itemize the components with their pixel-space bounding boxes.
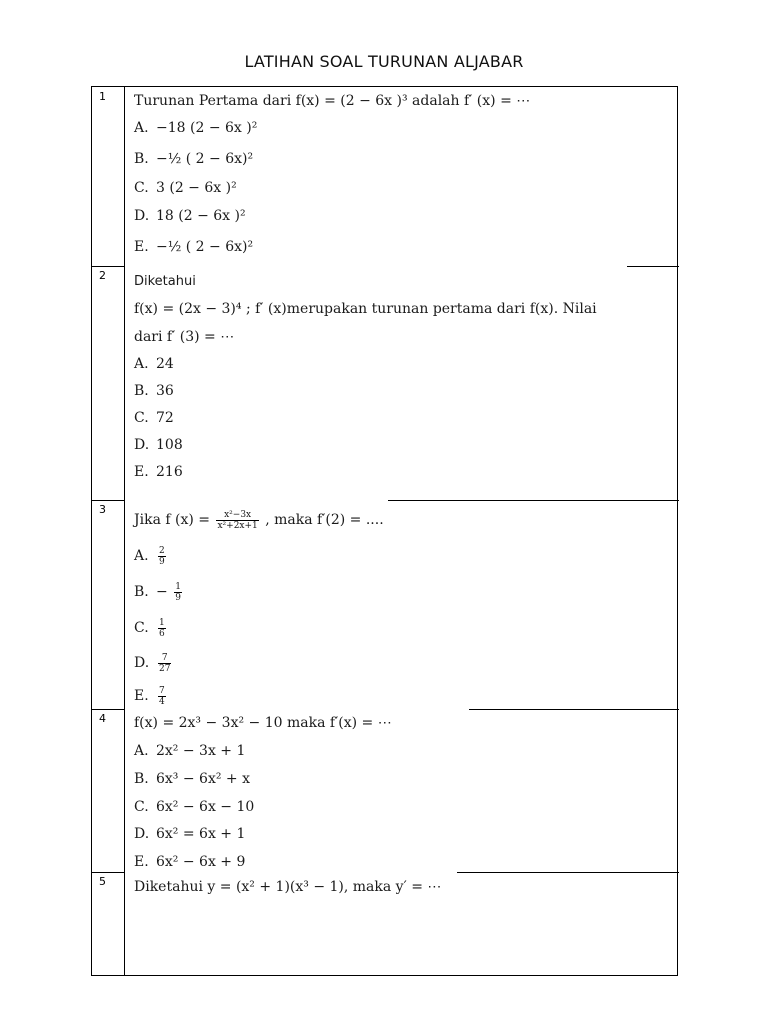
- option-b: B. −½ ( 2 − 6x)²: [134, 151, 254, 167]
- question-stem: f(x) = 2x³ − 3x² − 10 maka f′(x) = ⋯: [134, 715, 392, 731]
- question-stem-line: Diketahui: [134, 274, 196, 289]
- option-d: D. $\frac{7}{27}$: [134, 652, 171, 674]
- option-a: A. 2x² − 3x + 1: [134, 743, 246, 759]
- question-number: 4: [99, 712, 106, 725]
- question-row-5: [92, 872, 677, 977]
- question-stem: Diketahui y = (x² + 1)(x³ − 1), maka y′ = ⋯: [134, 879, 442, 895]
- stem-fraction: $\frac{\text{x²−3x}}{\text{x²+2x+1}}$: [217, 509, 258, 531]
- option-c: C. $\frac{1}{6}$: [134, 617, 165, 639]
- question-number: 3: [99, 503, 106, 516]
- option-d: D. 108: [134, 437, 183, 453]
- question-stem-line: f(x) = (2x − 3)⁴ ; f′ (x)merupakan turunan pertama dari f(x). Nilai: [134, 301, 597, 317]
- option-b: B. 36: [134, 383, 174, 399]
- option-b: B. 6x³ − 6x² + x: [134, 771, 250, 787]
- option-c: C. 6x² − 6x − 10: [134, 799, 255, 815]
- question-stem-line: dari f′ (3) = ⋯: [134, 329, 235, 345]
- option-c: C. 72: [134, 410, 174, 426]
- question-stem: Jika f (x) = $\frac{\text{x²−3x}}{\text{x²+2x+1}}$ , maka f′(2) = ....: [134, 509, 384, 531]
- question-row-3: [92, 500, 677, 709]
- option-d: D. 6x² = 6x + 1: [134, 826, 246, 842]
- option-e: E. −½ ( 2 − 6x)²: [134, 239, 254, 255]
- question-row-1: [92, 87, 677, 266]
- question-stem: Turunan Pertama dari f(x) = (2 − 6x )³ adalah f′ (x) = ⋯: [134, 93, 531, 109]
- option-e: E. 216: [134, 464, 183, 480]
- option-d: D. 18 (2 − 6x )²: [134, 208, 246, 224]
- option-b: B. − $\frac{1}{9}$: [134, 581, 181, 603]
- question-number: 1: [99, 90, 106, 103]
- option-a: A. 24: [134, 356, 174, 372]
- question-table: [91, 86, 678, 976]
- page-title: LATIHAN SOAL TURUNAN ALJABAR: [244, 52, 524, 71]
- question-number: 2: [99, 269, 106, 282]
- option-e: E. 6x² − 6x + 9: [134, 854, 246, 870]
- option-e: E. $\frac{7}{4}$: [134, 685, 165, 707]
- option-c: C. 3 (2 − 6x )²: [134, 180, 237, 196]
- question-row-2: [92, 266, 677, 500]
- question-number: 5: [99, 875, 106, 888]
- option-a: A. $\frac{2}{9}$: [134, 545, 165, 567]
- option-a: A. −18 (2 − 6x )²: [134, 120, 258, 136]
- question-row-4: [92, 709, 677, 872]
